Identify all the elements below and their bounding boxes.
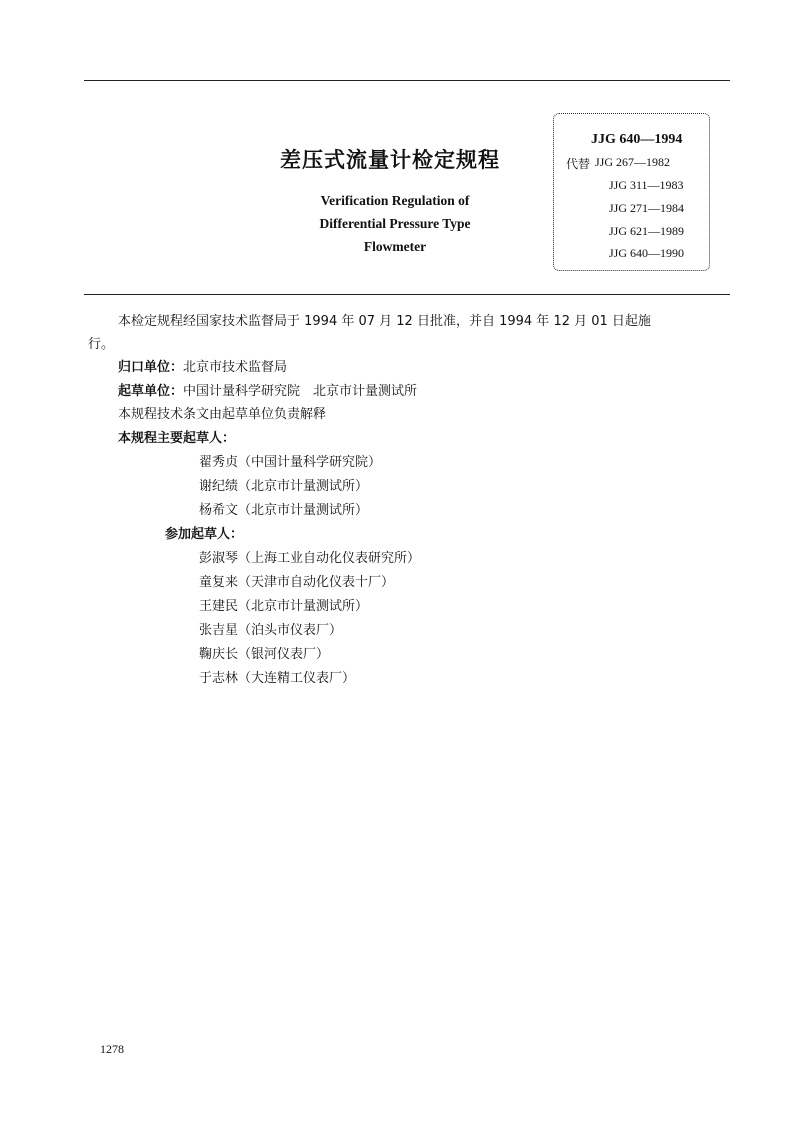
owner-unit bbox=[118, 359, 287, 377]
replaced-code-2: JJG 311—1983 bbox=[609, 178, 684, 192]
page-number: 1278 bbox=[100, 1042, 124, 1056]
participants-label: 参加起草人： bbox=[165, 527, 244, 542]
participant-1: 彭淑琴（上海工业自动化仪表研究所） bbox=[199, 551, 421, 566]
drafting-unit bbox=[118, 383, 417, 401]
title-en-line-1: Verification Regulation of bbox=[320, 193, 470, 208]
document-title-cn: 差压式流量计检定规程 bbox=[280, 148, 500, 172]
replaced-code-3: JJG 271—1984 bbox=[609, 201, 685, 215]
participant-4: 张吉星（泊头市仪表厂） bbox=[199, 623, 343, 638]
main-drafter-3: 杨希文（北京市计量测试所） bbox=[199, 503, 369, 518]
header-rule bbox=[84, 294, 730, 295]
title-en-line-2: Differential Pressure Type bbox=[319, 216, 471, 231]
title-en-line-3: Flowmeter bbox=[363, 239, 427, 254]
participant-5: 鞠庆长（银河仪表厂） bbox=[199, 647, 330, 662]
drafter-value: 中国计量科学研究院 北京市计量测试所 bbox=[183, 384, 418, 399]
replaced-code-5: JJG 640—1990 bbox=[609, 246, 685, 260]
approval-text-cont: 行。 bbox=[88, 337, 115, 352]
main-drafter-2: 谢纪绩（北京市计量测试所） bbox=[199, 479, 369, 494]
replaced-code-4: JJG 621—1989 bbox=[609, 224, 685, 238]
document-title-en bbox=[270, 189, 520, 258]
participant-3: 王建民（北京市计量测试所） bbox=[199, 599, 369, 614]
main-drafter-1: 翟秀贞（中国计量科学研究院） bbox=[199, 455, 382, 470]
approval-text: 本检定规程经国家技术监督局于 1994 年 07 月 12 日批准，并自 1994 年 12 月 01 日起施 bbox=[118, 314, 651, 329]
interpretation-note: 本规程技术条文由起草单位负责解释 bbox=[118, 407, 327, 422]
participant-2: 童复来（天津市自动化仪表十厂） bbox=[199, 575, 395, 590]
standard-code: JJG 640—1994 bbox=[591, 132, 683, 147]
participant-6: 于志林（大连精工仪表厂） bbox=[199, 671, 356, 686]
owner-label: 归口单位： bbox=[118, 360, 184, 375]
replaces-label: 代替 bbox=[566, 157, 591, 171]
replaced-code-1: JJG 267—1982 bbox=[595, 155, 671, 169]
main-drafters-label: 本规程主要起草人： bbox=[118, 431, 236, 446]
top-rule bbox=[84, 80, 730, 81]
owner-value: 北京市技术监督局 bbox=[183, 360, 288, 375]
drafter-label: 起草单位： bbox=[118, 384, 184, 399]
